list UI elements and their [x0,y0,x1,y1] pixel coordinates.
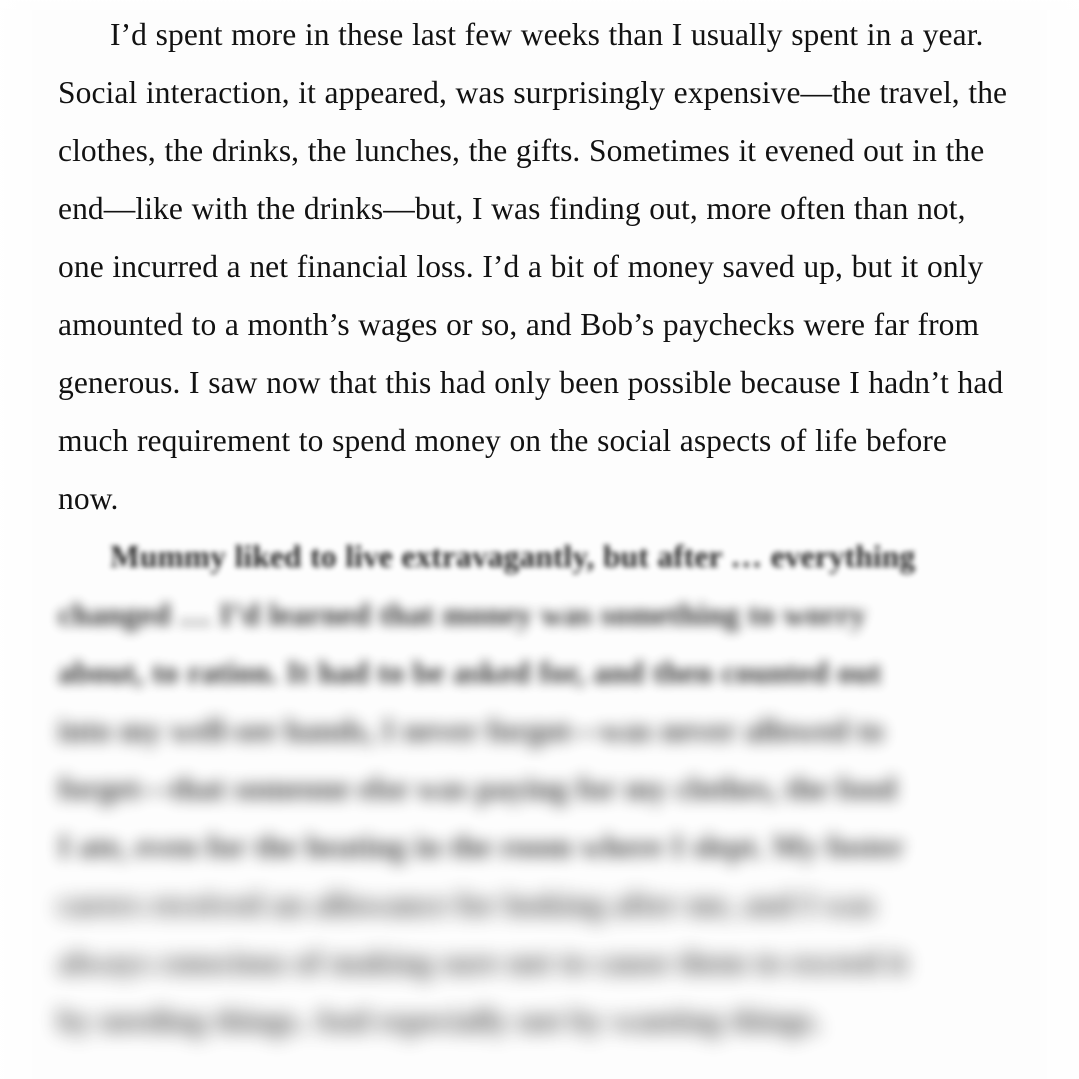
blurred-line-6: I ate, even for the heating in the room where I slept. My foster [58,829,905,864]
blurred-line-8: always conscious of making sure not to cause them to exceed it [58,945,908,980]
paragraph-blurred [58,528,1013,1050]
blurred-line-7: carers received an allowance for looking after me, and I was [58,887,876,922]
blurred-line-1: Mummy liked to live extravagantly, but after … everything [110,539,916,574]
blurred-line-4: into my well-see hands, I never forgot—was never allowed to [58,713,884,748]
blurred-line-3: about, to ration. It had to be asked for, and then counted out [58,655,882,690]
text-column [58,6,1013,1050]
paragraph-sharp: I’d spent more in these last few weeks than I usually spent in a year. Social interaction, it appeared, was surprisingly expensive—the travel, the clothes, the drinks, the lunches, the gifts. Sometimes it evened out in the end—like with the drinks—but, I was finding out, more often than not, one incurred a net financial loss. I’d a bit of money saved up, but it only amounted to a month’s wages or so, and Bob’s paychecks were far from generous. I saw now that this had only been possible because I hadn’t had much requirement to spend money on the social aspects of life before now. [58,17,1008,516]
blurred-line-9: by needing things. And especially not by wanting things. [58,1003,822,1038]
page-left-fade [0,0,46,1079]
blurred-line-5: forget—that someone else was paying for my clothes, the food [58,771,897,806]
blurred-line-2: changed … I’d learned that money was something to worry [58,597,866,632]
page-top-fade [0,0,1079,14]
page-right-fade [1029,0,1079,1079]
